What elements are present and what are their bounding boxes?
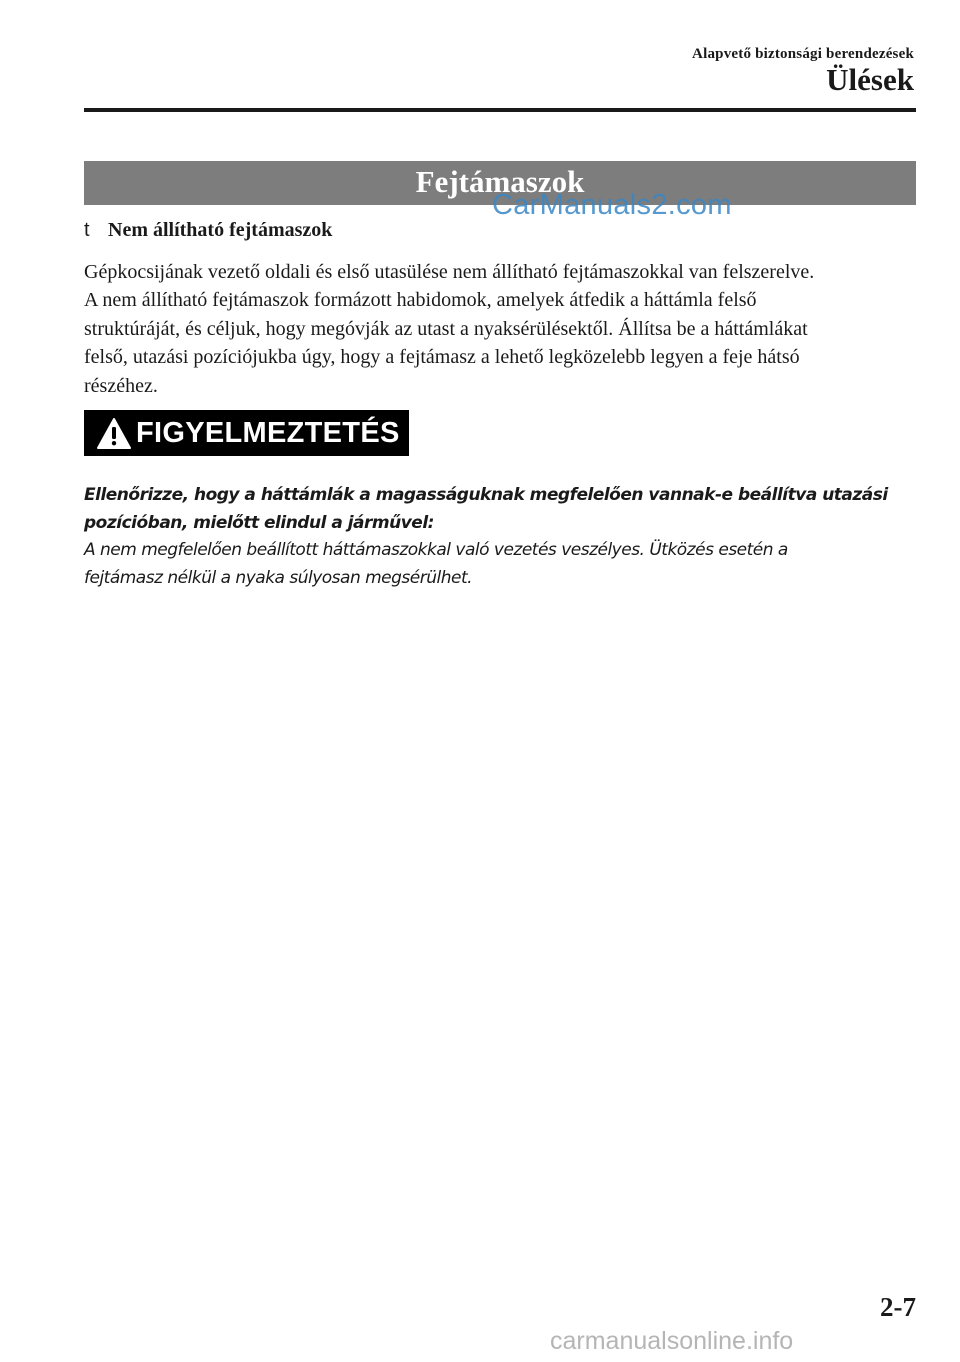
- body-paragraph: [84, 258, 920, 400]
- subheading: [84, 219, 332, 242]
- running-header-chapter: Ülések: [826, 62, 914, 97]
- warning-lead-line: Ellenőrizze, hogy a háttámlák a magasságuknak megfelelően vannak-e beállítva utazási: [84, 485, 888, 505]
- body-line: felső, utazási pozíciójukba úgy, hogy a fejtámasz a lehető legközelebb legyen a feje hátsó: [84, 346, 800, 369]
- page-number: 2-7: [880, 1292, 916, 1322]
- warning-triangle-icon: [96, 417, 132, 450]
- watermark-carmanualsonline: carmanualsonline.info: [550, 1327, 794, 1355]
- warning-banner: [84, 410, 409, 456]
- header-divider: [84, 108, 916, 112]
- section-title: Fejtámaszok: [84, 161, 916, 205]
- subheading-text: Nem állítható fejtámaszok: [108, 219, 333, 241]
- warning-body-line: fejtámasz nélkül a nyaka súlyosan megsérülhet.: [84, 567, 473, 588]
- body-line: Gépkocsijának vezető oldali és első utasülése nem állítható fejtámaszokkal van felszerelve.: [84, 261, 815, 283]
- body-line: struktúráját, és céljuk, hogy megóvják az utast a nyaksérülésektől. Állítsa be a háttámlákat: [84, 317, 808, 340]
- body-line: részéhez.: [84, 374, 158, 397]
- subheading-bullet: t: [84, 219, 90, 241]
- warning-lead-line: pozícióban, mielőtt elindul a járművel:: [84, 512, 434, 533]
- running-header-section: Alapvető biztonsági berendezések: [692, 46, 914, 62]
- watermark-carmanuals2: CarManuals2.com: [492, 189, 732, 221]
- body-line: A nem állítható fejtámaszok formázott habidomok, amelyek átfedik a háttámla felső: [84, 289, 757, 312]
- warning-text: [84, 482, 920, 592]
- warning-body-line: A nem megfelelően beállított háttámaszokkal való vezetés veszélyes. Ütközés esetén a: [84, 540, 788, 560]
- warning-label: FIGYELMEZTETÉS: [136, 416, 400, 449]
